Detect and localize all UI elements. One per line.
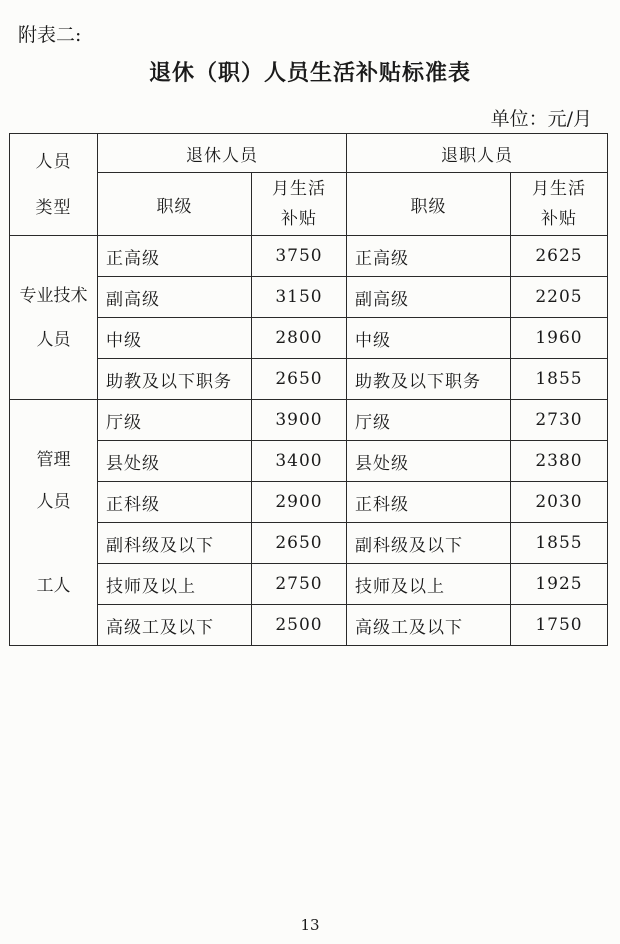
subsidy-table (9, 133, 608, 646)
resigned-rank-cell: 副高级 (347, 277, 511, 318)
resigned-rank-cell: 技师及以上 (347, 564, 511, 605)
table-row (10, 441, 608, 482)
retired-amount-cell: 2650 (252, 359, 347, 400)
retired-rank-cell: 厅级 (98, 400, 252, 441)
retired-amount-cell: 2500 (252, 605, 347, 646)
resigned-amount-cell: 2205 (511, 277, 608, 318)
resigned-rank-cell: 副科级及以下 (347, 523, 511, 564)
resigned-group-header: 退职人员 (347, 134, 608, 173)
resigned-rank-cell: 高级工及以下 (347, 605, 511, 646)
table-row (10, 318, 608, 359)
retired-group-header: 退休人员 (98, 134, 347, 173)
type-cell-management-workers (10, 400, 98, 646)
retired-rank-cell: 技师及以上 (98, 564, 252, 605)
resigned-rank-cell: 厅级 (347, 400, 511, 441)
retired-rank-cell: 助教及以下职务 (98, 359, 252, 400)
type-spacer (10, 523, 97, 565)
retired-amount-cell: 3400 (252, 441, 347, 482)
resigned-amount-cell: 1855 (511, 523, 608, 564)
retired-amount-cell: 2800 (252, 318, 347, 359)
resigned-amount-cell: 1750 (511, 605, 608, 646)
type-header-line-1: 人员 (35, 151, 72, 172)
type-line: 人员 (36, 329, 71, 350)
table-row (10, 523, 608, 564)
unit-label: 单位：元/月 (490, 108, 592, 130)
resigned-rank-cell: 中级 (347, 318, 511, 359)
retired-rank-cell: 正科级 (98, 482, 252, 523)
retired-rank-cell: 副高级 (98, 277, 252, 318)
type-cell-professional (10, 236, 98, 400)
type-line: 工人 (36, 575, 71, 596)
resigned-rank-cell: 助教及以下职务 (347, 359, 511, 400)
type-line: 人员 (36, 491, 71, 512)
retired-subsidy-header (252, 173, 347, 236)
retired-amount-cell: 3900 (252, 400, 347, 441)
retired-amount-cell: 2900 (252, 482, 347, 523)
retired-amount-cell: 3750 (252, 236, 347, 277)
resigned-rank-cell: 正科级 (347, 482, 511, 523)
retired-rank-cell: 中级 (98, 318, 252, 359)
page-title: 退休（职）人员生活补贴标准表 (148, 60, 471, 86)
resigned-amount-cell: 2625 (511, 236, 608, 277)
retired-rank-header: 职级 (98, 173, 252, 236)
retired-rank-cell: 县处级 (98, 441, 252, 482)
type-line: 管理 (36, 449, 71, 470)
resigned-subsidy-header-line-1: 月生活 (532, 179, 586, 199)
resigned-amount-cell: 1855 (511, 359, 608, 400)
resigned-rank-cell: 正高级 (347, 236, 511, 277)
resigned-amount-cell: 2030 (511, 482, 608, 523)
resigned-subsidy-header (511, 173, 608, 236)
resigned-amount-cell: 2380 (511, 441, 608, 482)
type-header (10, 134, 98, 236)
resigned-rank-cell: 县处级 (347, 441, 511, 482)
resigned-rank-header: 职级 (347, 173, 511, 236)
resigned-amount-cell: 1925 (511, 564, 608, 605)
retired-subsidy-header-line-1: 月生活 (272, 179, 326, 199)
page-number: 13 (300, 916, 320, 934)
retired-amount-cell: 2650 (252, 523, 347, 564)
retired-amount-cell: 2750 (252, 564, 347, 605)
table-row (10, 236, 608, 277)
retired-rank-cell: 高级工及以下 (98, 605, 252, 646)
table-row (10, 605, 608, 646)
retired-subsidy-header-line-2: 补贴 (281, 209, 317, 229)
attachment-label: 附表二: (18, 24, 82, 46)
type-line: 专业技术 (19, 285, 88, 306)
table-row (10, 482, 608, 523)
table-row (10, 400, 608, 441)
table-row (10, 359, 608, 400)
resigned-amount-cell: 2730 (511, 400, 608, 441)
type-header-line-2: 类型 (35, 197, 72, 218)
retired-rank-cell: 副科级及以下 (98, 523, 252, 564)
resigned-amount-cell: 1960 (511, 318, 608, 359)
retired-amount-cell: 3150 (252, 277, 347, 318)
table-row (10, 277, 608, 318)
resigned-subsidy-header-line-2: 补贴 (541, 209, 577, 229)
table-row (10, 564, 608, 605)
retired-rank-cell: 正高级 (98, 236, 252, 277)
